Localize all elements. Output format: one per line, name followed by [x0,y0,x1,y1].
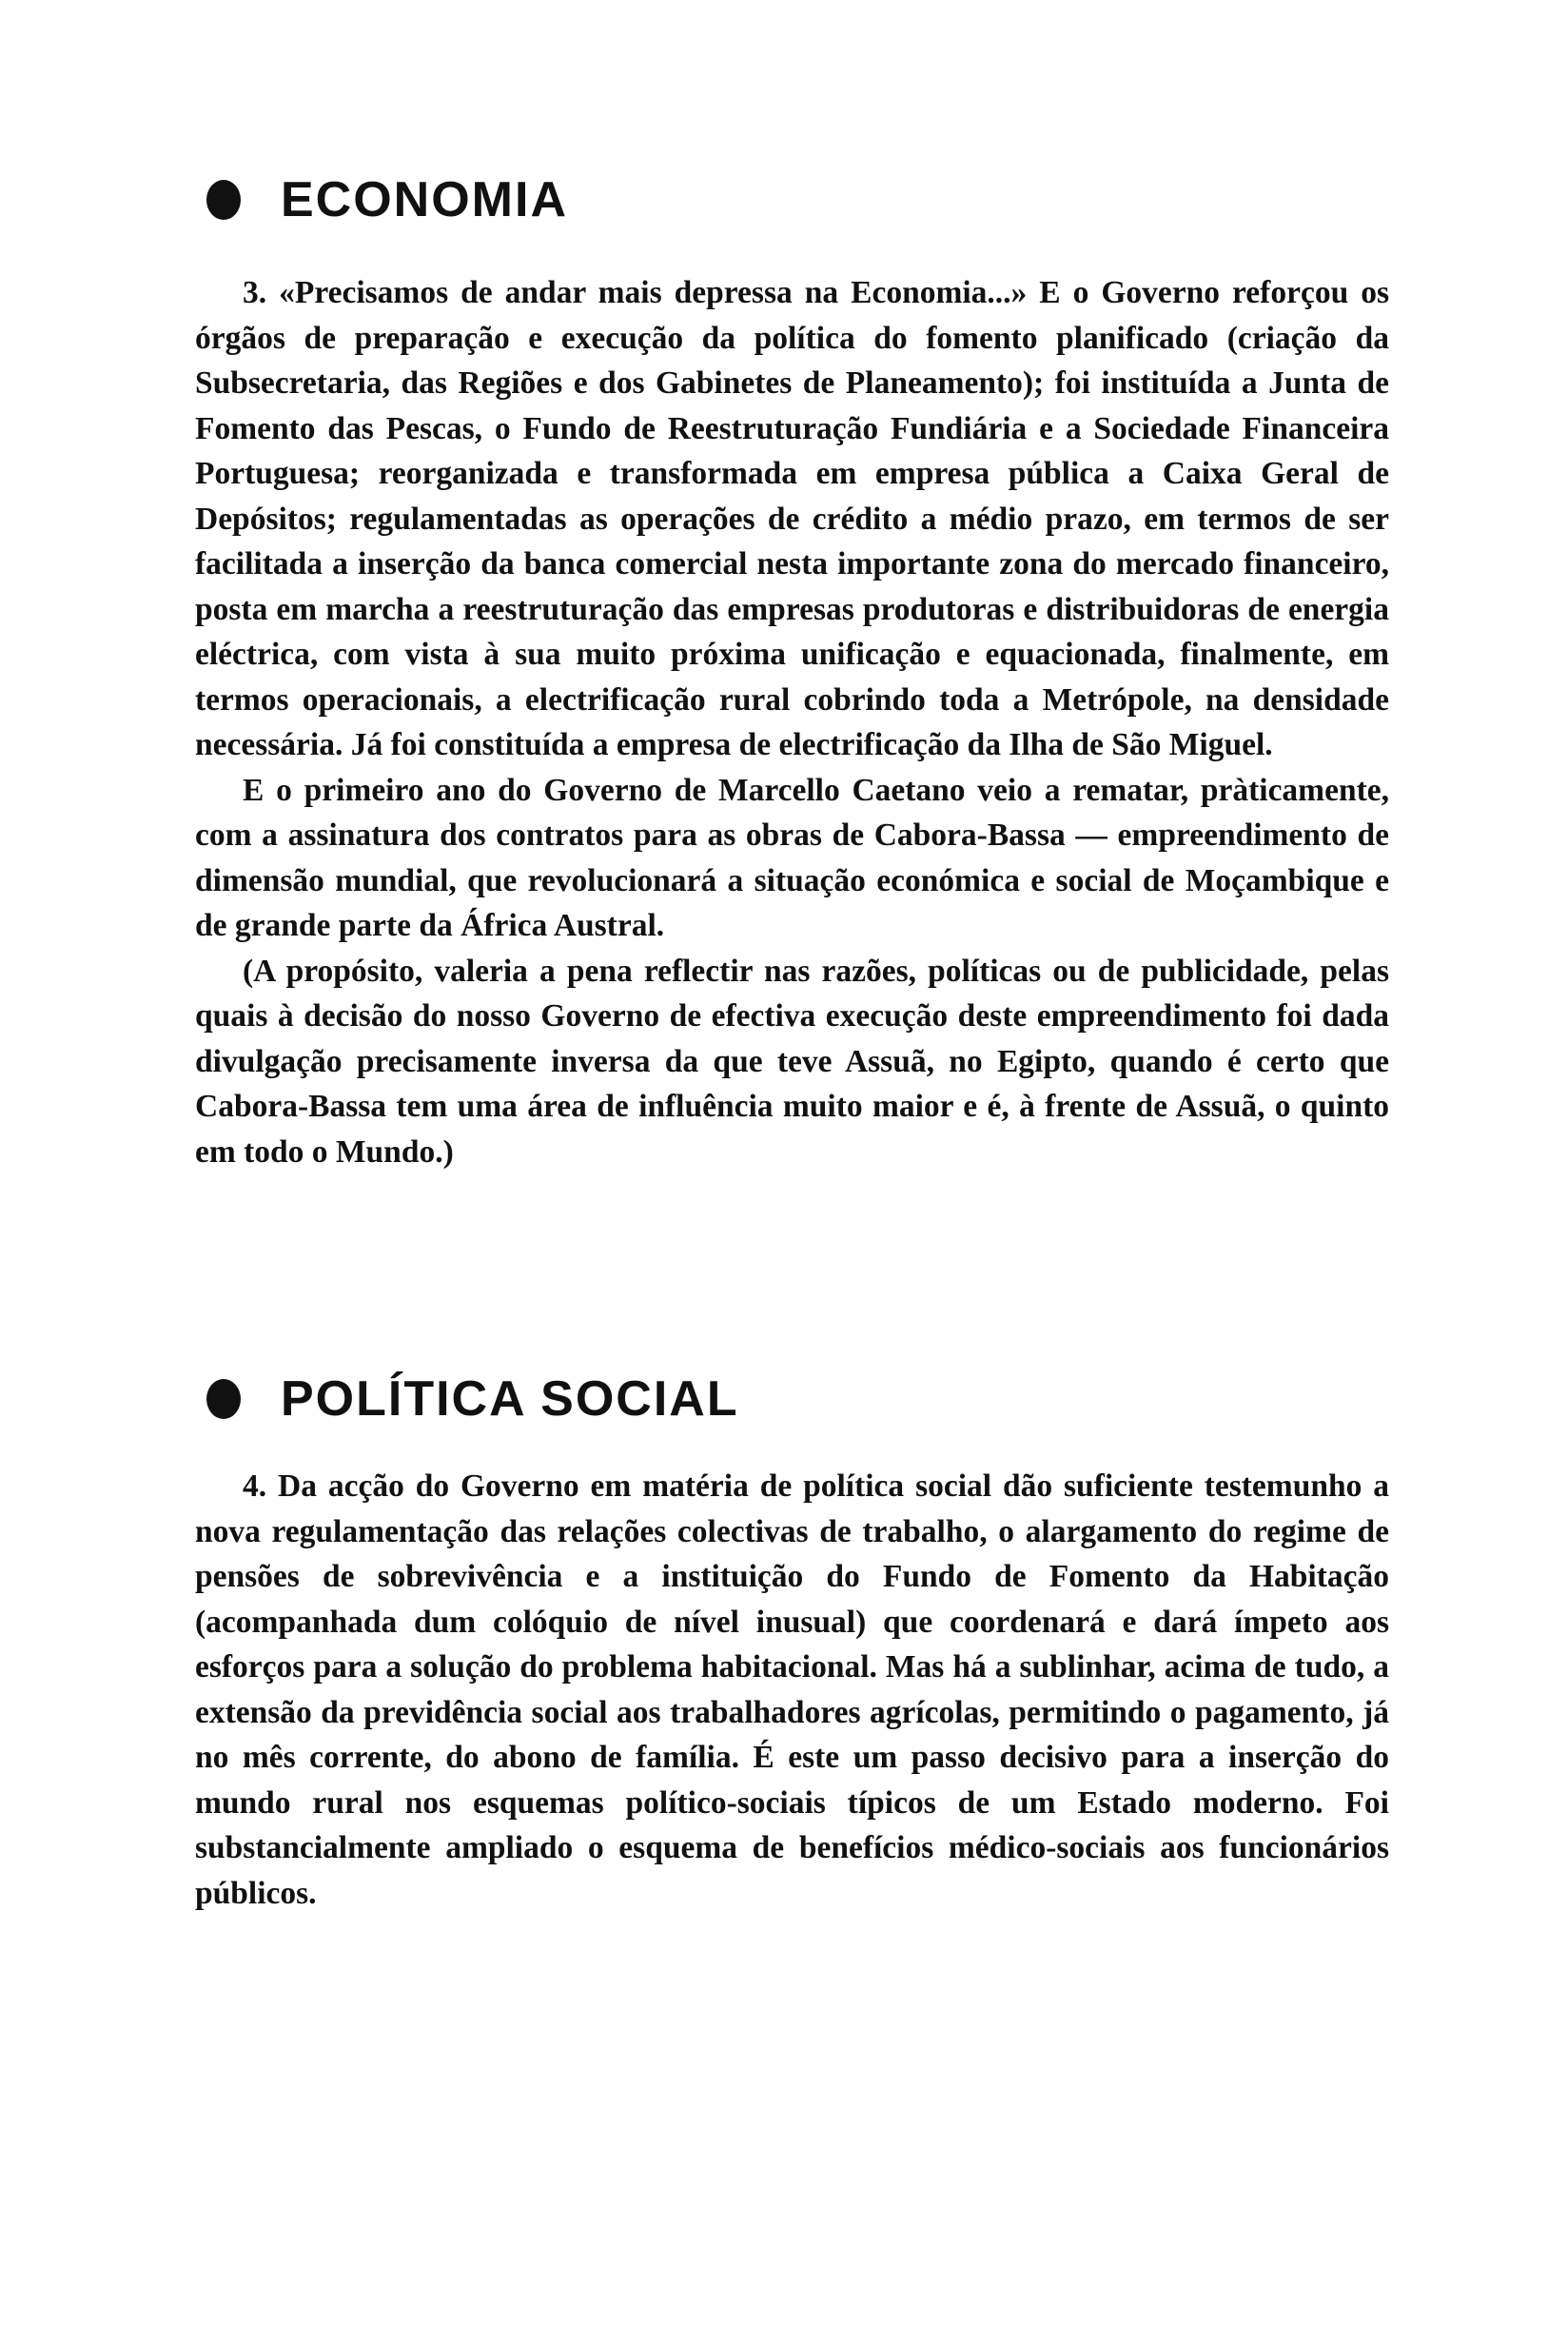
section-economia [195,171,1389,1174]
paragraph: 4. Da acção do Governo em matéria de política social dão suficiente testemunho a nova regulamentação das relações colectivas de trabalho, o alargamento do regime de pensões de sobrevivência e a instituição do Fundo de Fomento da Habitação (acompanhada dum colóquio de nível inusual) que coordenará e dará ímpeto aos esforços para a solução do problema habitacional. Mas há a sublinhar, acima de tudo, a extensão da previdência social aos trabalhadores agrícolas, permitindo o pagamento, já no mês corrente, do abono de família. É este um passo decisivo para a inserção do mundo rural nos esquemas político-sociais típicos de um Estado moderno. Foi substancialmente ampliado o esquema de benefícios médico-sociais aos funcionários públicos. [195,1468,1389,1911]
paragraph: (A propósito, valeria a pena reflectir nas razões, políticas ou de publicidade, pelas quais à decisão do nosso Governo de efectiva execução deste empreendimento foi dada divulgação precisamente inversa da que teve Assuã, no Egipto, quando é certo que Cabora-Bassa tem uma área de influência muito maior e é, à frente de Assuã, o quinto em todo o Mundo.) [195,953,1389,1170]
section-body [195,1464,1389,1916]
section-heading [206,1370,1389,1428]
heading-politica-social: POLÍTICA SOCIAL [281,1371,739,1427]
heading-economia: ECONOMIA [281,172,568,227]
section-heading [206,171,1389,228]
section-politica-social [195,1370,1389,1916]
paragraph: E o primeiro ano do Governo de Marcello Caetano veio a rematar, pràticamente, com a assinatura dos contratos para as obras de Cabora-Bassa — empreendimento de dimensão mundial, que revolucionará a situação económica e social de Moçambique e de grande parte da África Austral. [195,772,1389,943]
section-body [195,270,1389,1174]
bullet-icon [206,180,241,220]
paragraph: 3. «Precisamos de andar mais depressa na Economia...» E o Governo reforçou os órgãos de preparação e execução da política do fomento planificado (criação da Subsecretaria, das Regiões e dos Gabinetes de Planeamento); foi instituída a Junta de Fomento das Pescas, o Fundo de Reestruturação Fundiária e a Sociedade Financeira Portuguesa; reorganizada e transformada em empresa pública a Caixa Geral de Depósitos; regulamentadas as operações de crédito a médio prazo, em termos de ser facilitada a inserção da banca comercial nesta importante zona do mercado financeiro, posta em marcha a reestruturação das empresas produtoras e distribuidoras de energia eléctrica, com vista à sua muito próxima unificação e equacionada, finalmente, em termos operacionais, a electrificação rural cobrindo toda a Metrópole, na densidade necessária. Já foi constituída a empresa de electrificação da Ilha de São Miguel. [195,275,1389,762]
bullet-icon [206,1379,241,1419]
